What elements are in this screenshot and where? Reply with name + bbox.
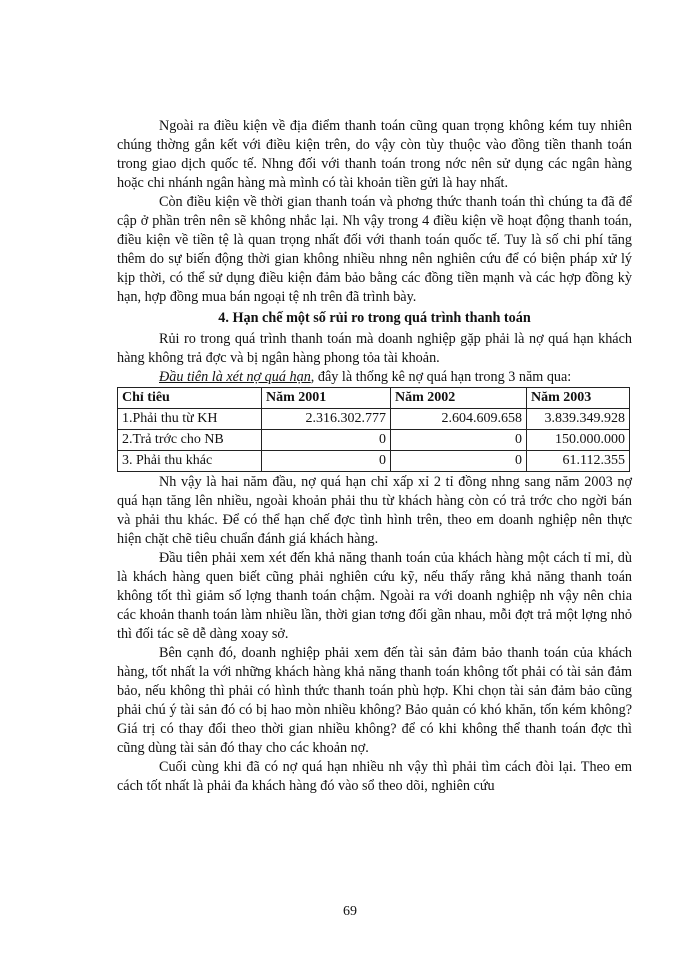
table-cell: 61.112.355 <box>527 451 630 472</box>
paragraph-recovery: Cuối cùng khi đã có nợ quá hạn nhiều nh vậy thì phải tìm cách đòi lại. Theo em cách tốt nhất là phải đa khách hàng đó vào sổ theo dõi, nghiên cứu <box>117 759 632 794</box>
table-header-cell: Năm 2003 <box>527 388 630 409</box>
table-row <box>118 430 630 451</box>
paragraph-credit-check: Đầu tiên phải xem xét đến khả năng thanh toán của khách hàng một cách tỉ mỉ, dù là khách hàng quen biết cũng phải nghiên cứu kỹ, nếu thấy rằng khả năng thanh toán không tốt thì giảm số lợng thanh toán chậm. Ngoài ra với doanh nghiệp nh vậy nên chia các khoản thanh toán làm nhiều lần, thời gian tơng đối gần nhau, mỗi đợt trả một lợng nhỏ thì đối tác sẽ dễ dàng xoay sở. <box>117 550 632 642</box>
table-cell: 0 <box>391 451 527 472</box>
table-cell: 3. Phải thu khác <box>118 451 262 472</box>
table-cell: 150.000.000 <box>527 430 630 451</box>
table-row <box>118 451 630 472</box>
table-intro-italic: Đầu tiên là xét nợ quá hạn <box>159 369 311 385</box>
overdue-debt-table <box>117 387 630 472</box>
paragraph-time-conditions: Còn điều kiện về thời gian thanh toán và phơng thức thanh toán thì chúng ta đã để cập ở phần trên nên sẽ không nhắc lại. Nh vậy trong 4 điều kiện về hoạt động thanh toán, điều kiện về tiền tệ là quan trọng nhất đối với thanh toán quốc tế. Tuy là số chi phí tăng thêm do sự biến động thời gian không nhiều nhng nên nghiên cứu để có biện pháp xử lý kịp thời, có thể sử dụng điều kiện đảm bảo bằng các đồng tiền mạnh và các hợp đồng kỳ hạn, hợp đồng mua bán ngoại tệ nh trên đã trình bày. <box>117 194 632 305</box>
table-cell: 2.Trả trớc cho NB <box>118 430 262 451</box>
table-header-cell: Năm 2002 <box>391 388 527 409</box>
table-cell: 2.604.609.658 <box>391 409 527 430</box>
table-intro-rest: , đây là thống kê nợ quá hạn trong 3 năm qua: <box>310 369 572 385</box>
table-cell: 0 <box>391 430 527 451</box>
table-cell: 0 <box>262 451 391 472</box>
table-cell: 1.Phải thu từ KH <box>118 409 262 430</box>
table-intro <box>117 368 632 387</box>
document-page <box>117 117 632 796</box>
table-cell: 2.316.302.777 <box>262 409 391 430</box>
paragraph-location: Ngoài ra điều kiện về địa điểm thanh toán cũng quan trọng không kém tuy nhiên chúng thờng gắn kết với điều kiện trên, do vậy còn tùy thuộc vào đồng tiền thanh toán trong giao dịch quốc tế. Nhng đối với thanh toán trong nớc nên sử dụng các ngân hàng hoặc chi nhánh ngân hàng mà mình có tài khoản tiền gửi là hay nhất. <box>117 118 632 191</box>
table-cell: 0 <box>262 430 391 451</box>
page-number: 69 <box>343 904 357 919</box>
table-header-row <box>118 388 630 409</box>
table-header-cell: Năm 2001 <box>262 388 391 409</box>
paragraph-analysis: Nh vậy là hai năm đầu, nợ quá hạn chỉ xấp xỉ 2 tỉ đồng nhng sang năm 2003 nợ quá hạn tăng lên nhiều, ngoài khoản phải thu từ khách hàng còn có trả trớc cho ngời bán và phải thu khác. Để có thể hạn chế đợc tình hình trên, theo em doanh nghiệp nên thực hiện chặt chẽ tiêu chuẩn đánh giá khách hàng. <box>117 474 632 547</box>
table-cell: 3.839.349.928 <box>527 409 630 430</box>
paragraph-risk: Rủi ro trong quá trình thanh toán mà doanh nghiệp gặp phải là nợ quá hạn khách hàng không trả đợc và bị ngân hàng phong tỏa tài khoản. <box>117 331 632 366</box>
paragraph-collateral: Bên cạnh đó, doanh nghiệp phải xem đến tài sản đảm bảo thanh toán của khách hàng, tốt nhất la với những khách hàng khả năng thanh toán không tốt phải có tài sản đảm bảo, nếu không thì phải có hình thức thanh toán phù hợp. Khi chọn tài sản đảm bảo cũng phải chú ý tài sản đó có bị hao mòn nhiều không? Bảo quản có khó khăn, tốn kém không? Giá trị có thay đổi theo thời gian nhiều không? để có khi không thể thanh toán đợc thì cũng dùng tài sản đó thay cho các khoản nợ. <box>117 645 632 756</box>
table-header-cell: Chỉ tiêu <box>118 388 262 409</box>
table-row <box>118 409 630 430</box>
section-heading: 4. Hạn chế một số rủi ro trong quá trình thanh toán <box>218 310 531 326</box>
